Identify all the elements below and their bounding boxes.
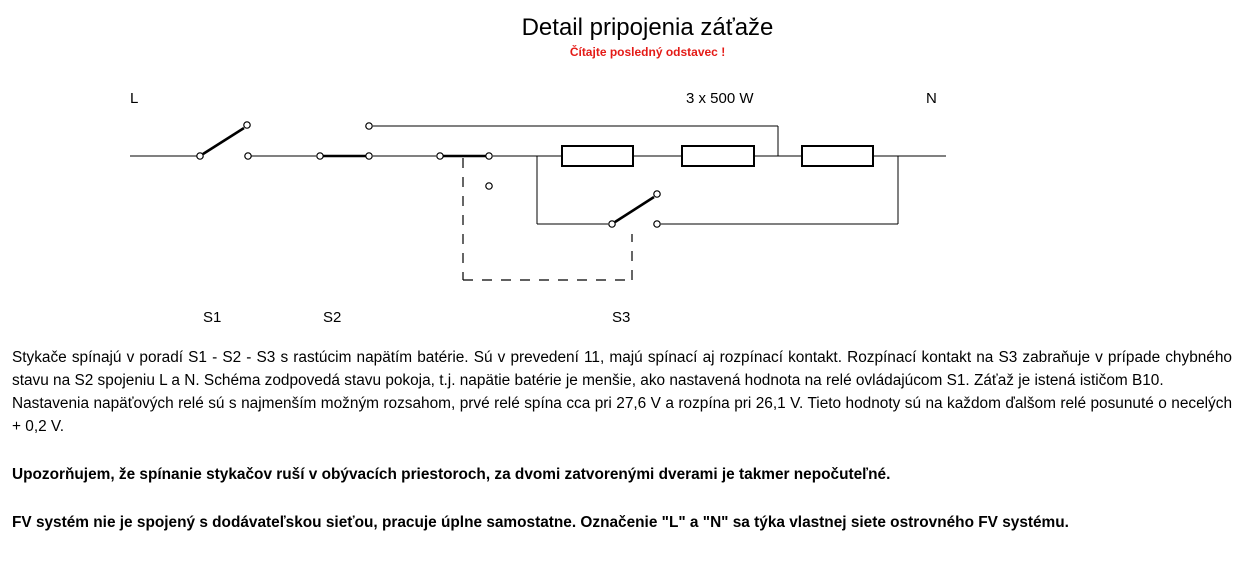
switch-contacts xyxy=(197,122,660,227)
label-l: L xyxy=(130,90,139,107)
circuit-wires xyxy=(130,126,946,224)
switch-blades xyxy=(203,128,654,222)
resistor-1 xyxy=(562,146,633,166)
label-s3: S3 xyxy=(612,309,631,326)
mechanical-linkage xyxy=(463,158,632,280)
label-s1: S1 xyxy=(203,309,222,326)
s3-aux-blade xyxy=(615,197,654,222)
page-title: Detail pripojenia záťaže xyxy=(521,14,774,41)
page-subtitle: Čítajte posledný odstavec ! xyxy=(569,45,726,59)
resistor-3 xyxy=(802,146,873,166)
resistor-2 xyxy=(682,146,754,166)
label-n: N xyxy=(926,90,937,107)
description xyxy=(12,346,1232,534)
load-resistors xyxy=(562,146,873,166)
label-load: 3 x 500 W xyxy=(686,90,754,107)
paragraph-relay-settings: Nastavenia napäťových relé sú s najmenším možným rozsahom, prvé relé spína cca pri 27,6 V a rozpína pri 26,1 V. Tieto hodnoty sú na každom ďalšom relé posunuté o necelých + 0,2 V. xyxy=(12,395,1232,435)
paragraph-warning: Upozorňujem, že spínanie stykačov ruší v obývacích priestoroch, za dvomi zatvorenými dverami je takmer nepočuteľné. xyxy=(12,466,891,483)
paragraph-switching-order: Stykače spínajú v poradí S1 - S2 - S3 s rastúcim napätím batérie. Sú v prevedení 11, majú spínací aj rozpínací kontakt. Rozpínací kontakt na S3 zabraňuje v prípade chybného stavu na S2 spojeniu L a N. Schéma zodpovedá stavu pokoja, t.j. napätie batérie je menšie, ako nastavená hodnota na relé ovládajúcom S1. Záťaž je istená ističom B10. xyxy=(12,349,1232,389)
paragraph-fv-note: FV systém nie je spojený s dodávateľskou sieťou, pracuje úplne samostatne. Označenie "L" a "N" sa týka vlastnej siete ostrovného FV systému. xyxy=(12,514,1069,531)
s1-blade xyxy=(203,128,244,154)
label-s2: S2 xyxy=(323,309,342,326)
